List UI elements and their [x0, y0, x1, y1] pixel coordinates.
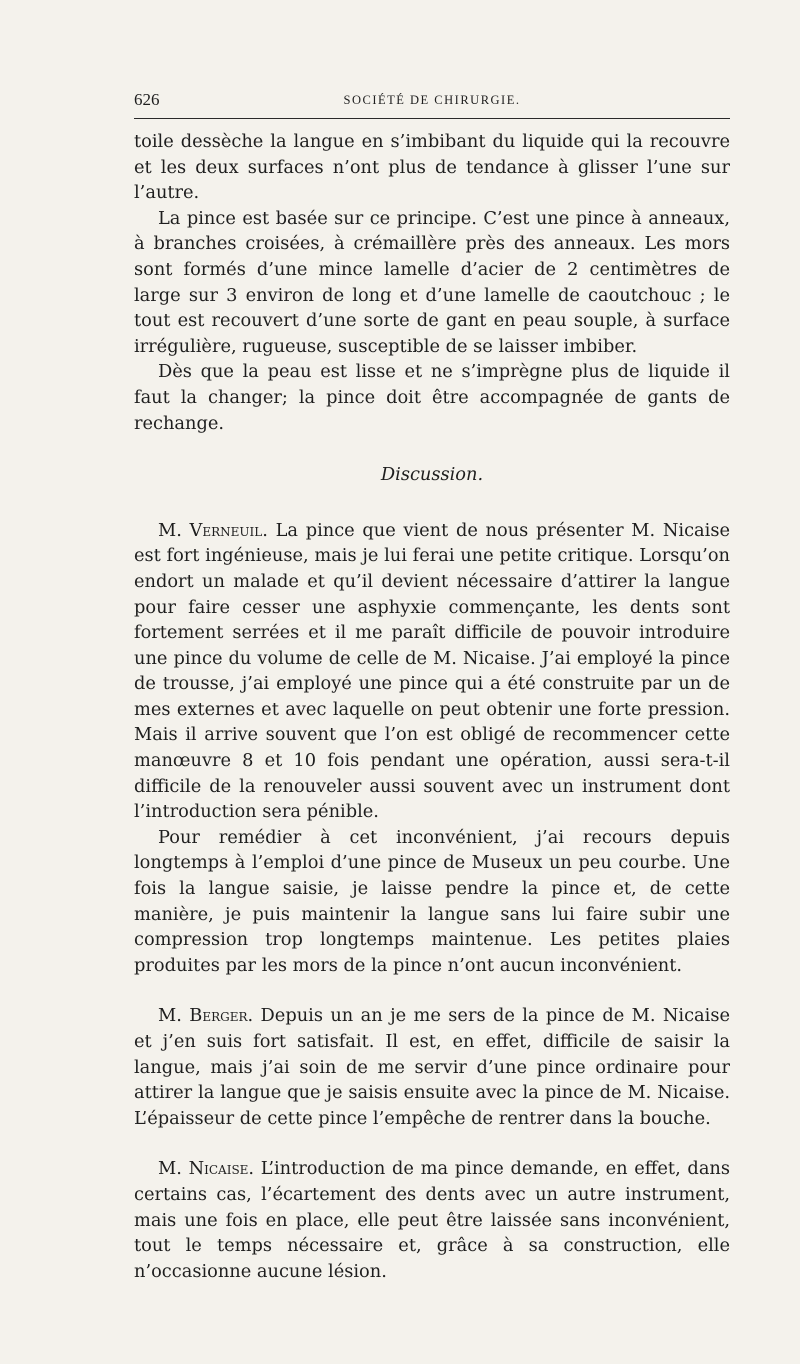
page-header	[134, 86, 730, 119]
speaker-text: Depuis un an je me sers de la pince de M. Nicaise et j’en suis fort satisfait. Il est, en effet, difficile de saisir la langue, mais j’ai soin de me servir d’une pince ordinaire pour attirer la langue que je saisis ensuite avec la pince de M. Nicaise. L’épaisseur de cette pince l’empêche de rentrer dans la bouche.	[134, 1005, 730, 1129]
speaker-name: M. Berger.	[158, 1005, 254, 1027]
document-body	[134, 129, 730, 1284]
paragraph: Dès que la peau est lisse et ne s’imprègne plus de liquide il faut la changer; la pince doit être accompagnée de gants de rechange.	[134, 361, 730, 434]
page-number: 626	[134, 90, 160, 109]
paragraph: Pour remédier à cet inconvénient, j’ai recours depuis longtemps à l’emploi d’une pince de Museux un peu courbe. Une fois la langue saisie, je laisse pendre la pince et, de cette manière, je puis maintenir la langue sans lui faire subir une compression trop longtemps maintenue. Les petites plaies produites par les mors de la pince n’ont aucun inconvénient.	[134, 826, 730, 976]
paragraph: La pince est basée sur ce principe. C’est une pince à anneaux, à branches croisées, à crémaillère près des anneaux. Les mors sont formés d’une mince lamelle d’acier de 2 centimètres de large sur 3 environ de long et d’une lamelle de caoutchouc ; le tout est recouvert d’une sorte de gant en peau souple, à surface irrégulière, rugueuse, susceptible de se laisser imbiber.	[134, 207, 730, 357]
speaker-paragraph	[134, 518, 730, 825]
paragraph: toile dessèche la langue en s’imbibant du liquide qui la recouvre et les deux surfaces n’ont plus de tendance à glisser l’une sur l’autre.	[134, 131, 730, 204]
running-head: SOCIÉTÉ DE CHIRURGIE.	[343, 93, 521, 107]
speaker-paragraph	[134, 1156, 730, 1284]
speaker-text: L’introduction de ma pince demande, en effet, dans certains cas, l’écartement des dents avec un autre instrument, mais une fois en place, elle peut être laissée sans inconvénient, tout le temps nécessaire et, grâce à sa construction, elle n’occasionne aucune lésion.	[134, 1158, 730, 1282]
speaker-text: La pince que vient de nous présenter M. Nicaise est fort ingénieuse, mais je lui ferai une petite critique. Lorsqu’on endort un malade et qu’il devient nécessaire d’attirer la langue pour faire cesser une asphyxie commençante, les dents sont fortement serrées et il me paraît difficile de pouvoir introduire une pince du volume de celle de M. Nicaise. J’ai employé la pince de trousse, j’ai employé une pince qui a été construite par un de mes externes et avec laquelle on peut obtenir une forte pression. Mais il arrive souvent que l’on est obligé de recommencer cette manœuvre 8 et 10 fois pendant une opération, aussi sera-t-il difficile de la renouveler aussi souvent avec un instrument dont l’introduction sera pénible.	[134, 519, 730, 823]
section-heading: Discussion.	[380, 464, 484, 486]
speaker-name: M. Verneuil.	[158, 519, 268, 541]
document-page	[134, 86, 730, 1284]
speaker-name: M. Nicaise.	[158, 1158, 255, 1180]
speaker-paragraph	[134, 1003, 730, 1131]
